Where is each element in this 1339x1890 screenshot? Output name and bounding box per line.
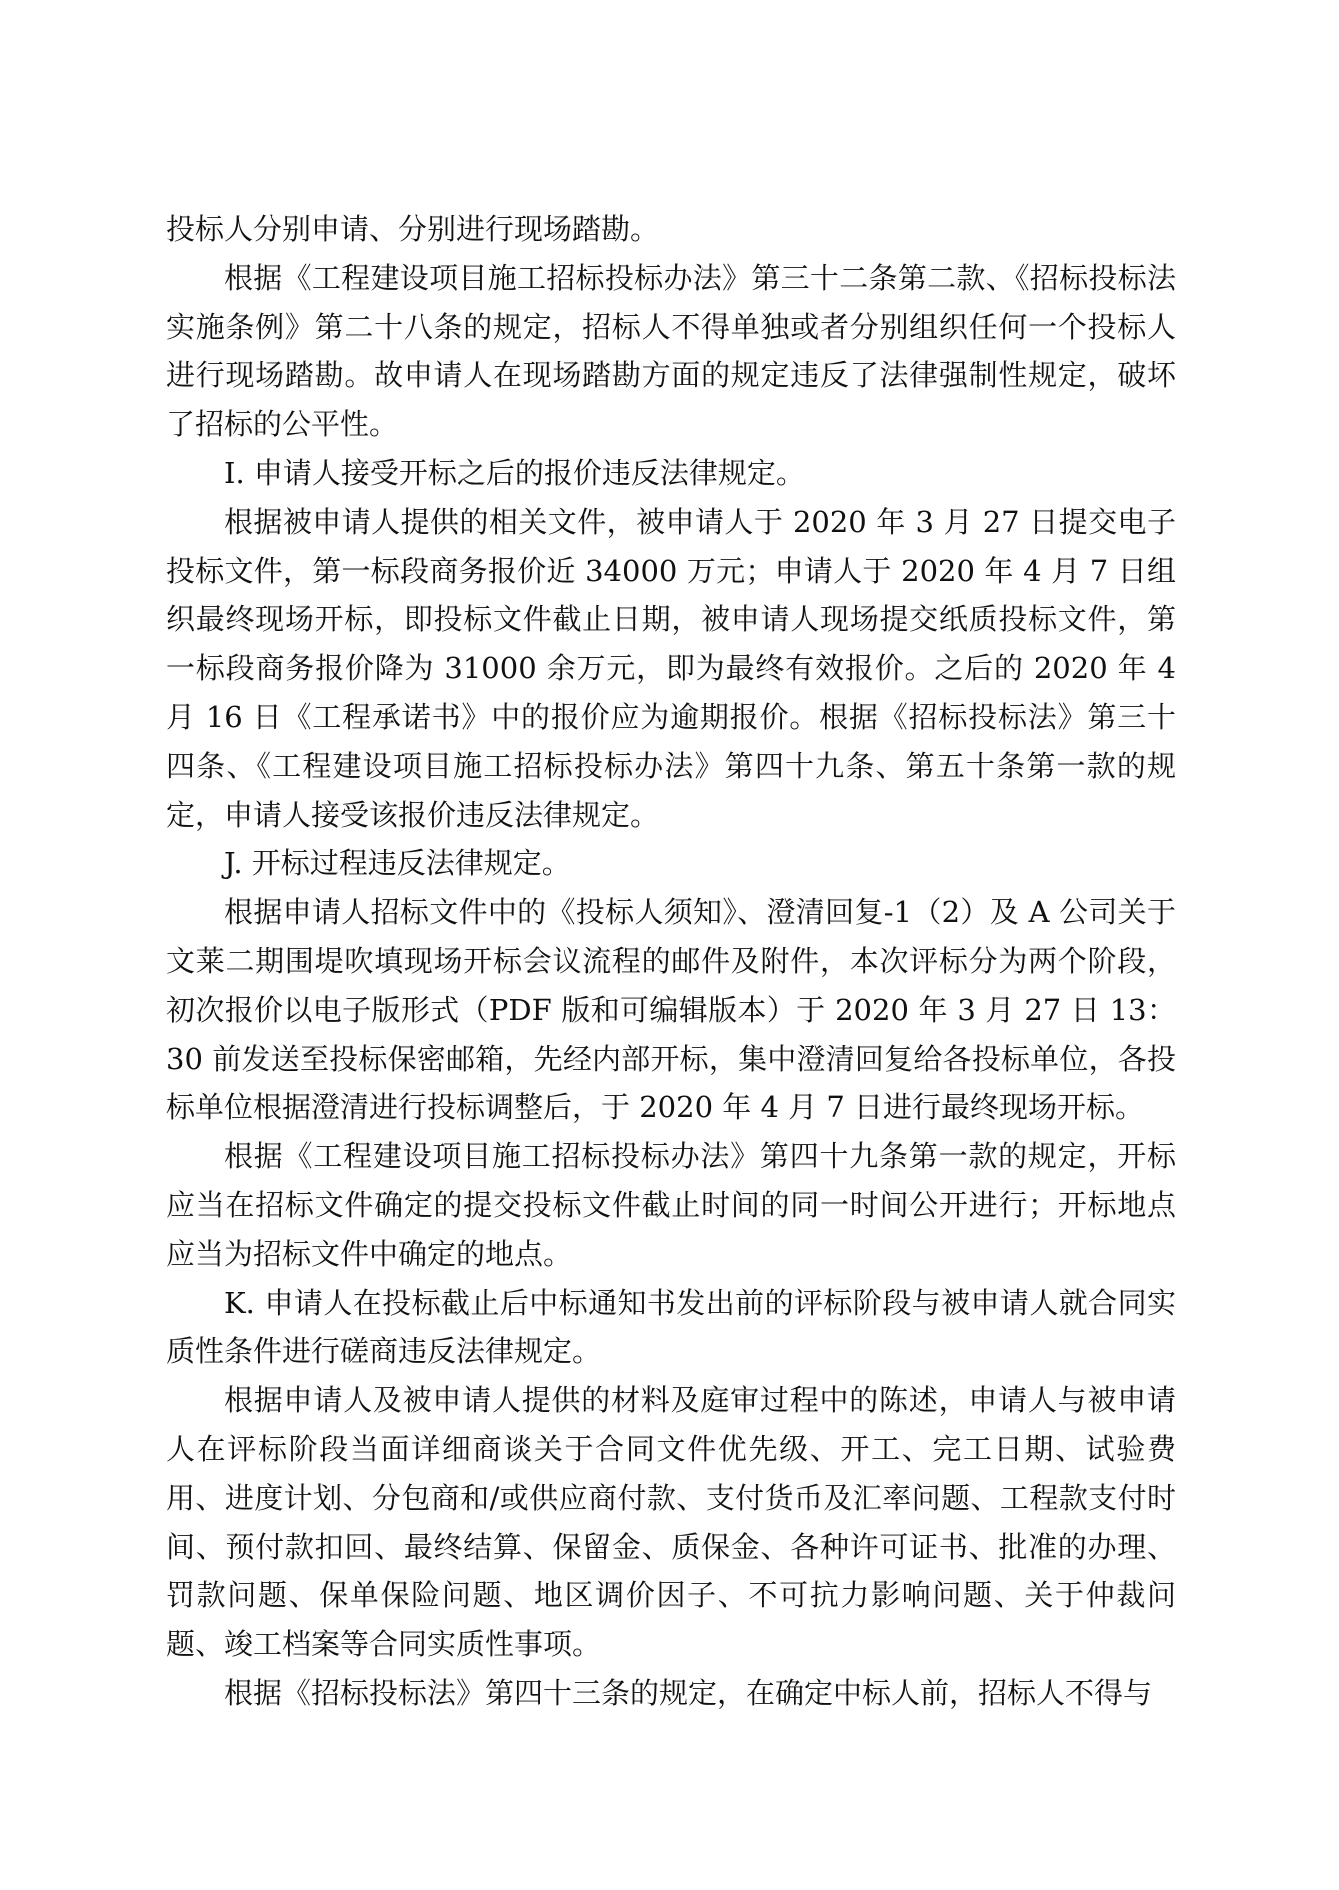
paragraph-negotiation-facts: 根据申请人及被申请人提供的材料及庭审过程中的陈述，申请人与被申请人在评标阶段当面详细商谈关于合同文件优先级、开工、完工日期、试验费用、进度计划、分包商和/或供应商付款、支付货币及汇率问题、工程款支付时间、预付款扣回、最终结算、保留金、质保金、各种许可证书、批准的办理、罚款问题、保单保险问题、地区调价因子、不可抗力影响问题、关于仲裁问题、竣工档案等合同实质性事项。 bbox=[166, 1383, 1176, 1662]
section-heading-k: K. 申请人在投标截止后中标通知书发出前的评标阶段与被申请人就合同实质性条件进行磋商违反法律规定。 bbox=[166, 1285, 1176, 1369]
paragraph-negotiation-rule: 根据《招标投标法》第四十三条的规定，在确定中标人前，招标人不得与 bbox=[224, 1675, 1153, 1710]
paragraph-bid-opening-rule: 根据《工程建设项目施工招标投标办法》第四十九条第一款的规定，开标应当在招标文件确定的提交投标文件截止时间的同一时间公开进行；开标地点应当为招标文件中确定的地点。 bbox=[166, 1139, 1176, 1271]
document-page bbox=[166, 205, 1176, 1718]
paragraph-bid-price: 根据被申请人提供的相关文件，被申请人于 2020 年 3 月 27 日提交电子投标文件，第一标段商务报价近 34000 万元；申请人于 2020 年 4 月 7 日组织最终现场开标，即投标文件截止日期，被申请人现场提交纸质投标文件，第一标段商务报价降为 31000 余万元，即为最终有效报价。之后的 2020 年 4 月 16 日《工程承诺书》中的报价应为逾期报价。根据《招标投标法》第三十四条、《工程建设项目施工招标投标办法》第四十九条、第五十条第一款的规定，申请人接受该报价违反法律规定。 bbox=[166, 504, 1176, 832]
paragraph-bid-opening-process: 根据申请人招标文件中的《投标人须知》、澄清回复-1（2）及 A 公司关于文莱二期围堤吹填现场开标会议流程的邮件及附件，本次评标分为两个阶段，初次报价以电子版形式（PDF 版和可编辑版本）于 2020 年 3 月 27 日 13：30 前发送至投标保密邮箱，先经内部开标，集中澄清回复给各投标单位，各投标单位根据澄清进行投标调整后，于 2020 年 4 月 7 日进行最终现场开标。 bbox=[166, 895, 1176, 1125]
paragraph-continued: 投标人分别申请、分别进行现场踏勘。 bbox=[166, 212, 660, 246]
paragraph-site-visit-rule: 根据《工程建设项目施工招标投标办法》第三十二条第二款、《招标投标法实施条例》第二十八条的规定，招标人不得单独或者分别组织任何一个投标人进行现场踏勘。故申请人在现场踏勘方面的规定违反了法律强制性规定，破坏了招标的公平性。 bbox=[166, 260, 1176, 442]
section-heading-i: I. 申请人接受开标之后的报价违反法律规定。 bbox=[224, 455, 805, 490]
section-heading-j: J. 开标过程违反法律规定。 bbox=[224, 846, 571, 881]
